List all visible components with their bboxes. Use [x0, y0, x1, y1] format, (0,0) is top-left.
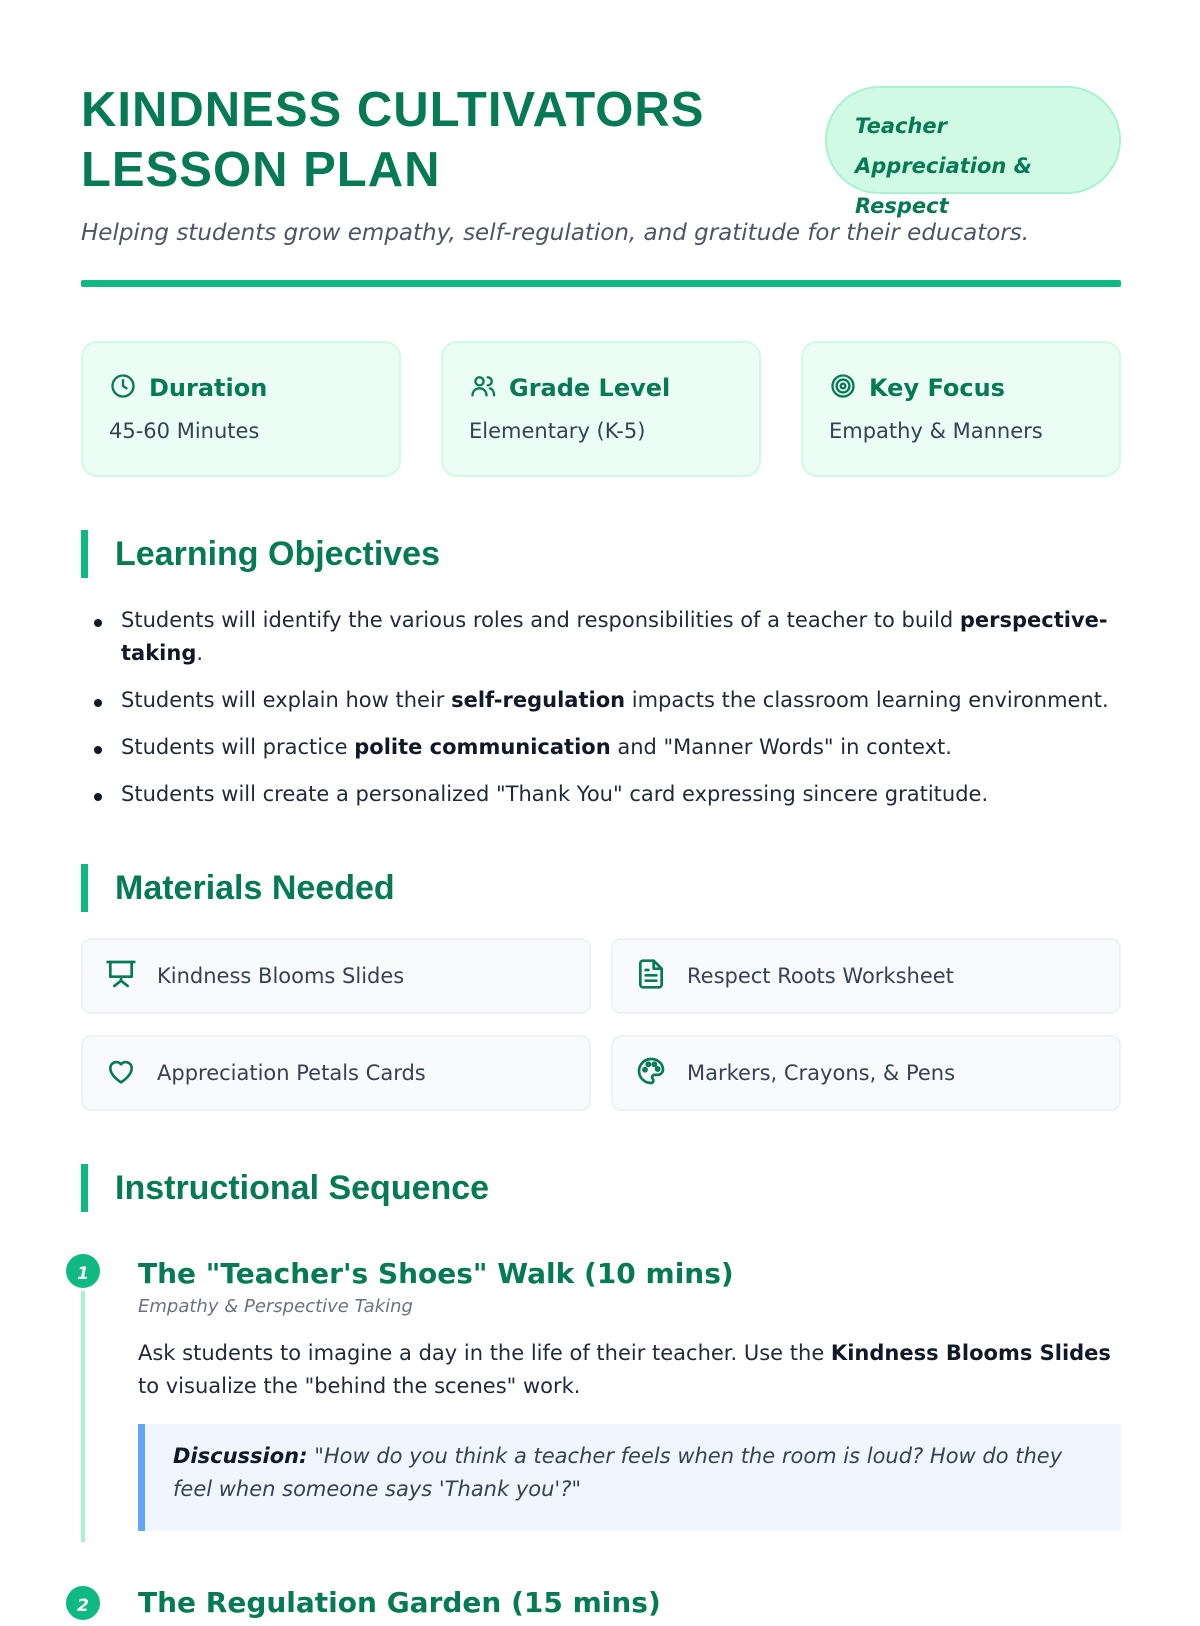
- material-item: [611, 938, 1121, 1014]
- palette-icon: [635, 1055, 667, 1091]
- material-item: [81, 938, 591, 1014]
- target-icon: [829, 372, 857, 404]
- info-card-key-focus: [801, 341, 1121, 477]
- info-card-value: 45-60 Minutes: [109, 419, 260, 443]
- material-label: Kindness Blooms Slides: [157, 964, 405, 988]
- material-label: Appreciation Petals Cards: [157, 1061, 426, 1085]
- step-subtitle: Empathy & Perspective Taking: [138, 1296, 413, 1317]
- objectives-list: [81, 604, 1121, 825]
- materials-heading: Materials Needed: [81, 864, 395, 912]
- list-item: Students will explain how their self-regulation impacts the classroom learning environment.: [81, 684, 1121, 717]
- list-item: Students will identify the various roles and responsibilities of a teacher to build perspective-taking.: [81, 604, 1121, 670]
- material-item: [81, 1035, 591, 1111]
- users-icon: [469, 372, 497, 404]
- objectives-heading: Learning Objectives: [81, 530, 440, 578]
- list-item: Students will practice polite communication and "Manner Words" in context.: [81, 731, 1121, 764]
- material-item: [611, 1035, 1121, 1111]
- document-icon: [635, 958, 667, 994]
- topic-badge: Teacher Appreciation & Respect: [825, 86, 1121, 194]
- info-card-title: Duration: [149, 374, 268, 402]
- discussion-callout: Discussion: "How do you think a teacher feels when the room is loud? How do they feel when someone says 'Thank you'?": [138, 1424, 1121, 1531]
- heart-icon: [105, 1055, 137, 1091]
- info-card-duration: [81, 341, 401, 477]
- timeline-line: [81, 1262, 85, 1542]
- step-number-badge: 2: [63, 1583, 103, 1623]
- info-card-value: Elementary (K-5): [469, 419, 646, 443]
- header-divider: [81, 280, 1121, 287]
- page-title: KINDNESS CULTIVATORS LESSON PLAN: [81, 83, 705, 197]
- list-item: Students will create a personalized "Thank You" card expressing sincere gratitude.: [81, 778, 1121, 811]
- lesson-plan-page: [77, 0, 1121, 1619]
- step-description: Ask students to imagine a day in the life of their teacher. Use the Kindness Blooms Slides to visualize the "behind the scenes" work.: [138, 1341, 1111, 1398]
- info-card-title: Key Focus: [869, 374, 1005, 402]
- clock-icon: [109, 372, 137, 404]
- material-label: Markers, Crayons, & Pens: [687, 1061, 956, 1085]
- step-title: The Regulation Garden (15 mins): [138, 1586, 661, 1619]
- sequence-heading: Instructional Sequence: [81, 1164, 489, 1212]
- presentation-icon: [105, 958, 137, 994]
- info-card-title: Grade Level: [509, 374, 671, 402]
- step-title: The "Teacher's Shoes" Walk (10 mins): [138, 1257, 734, 1290]
- material-label: Respect Roots Worksheet: [687, 964, 954, 988]
- info-card-value: Empathy & Manners: [829, 419, 1043, 443]
- info-card-grade-level: [441, 341, 761, 477]
- page-subtitle: Helping students grow empathy, self-regulation, and gratitude for their educators.: [81, 220, 1030, 246]
- step-number-badge: 1: [63, 1251, 103, 1291]
